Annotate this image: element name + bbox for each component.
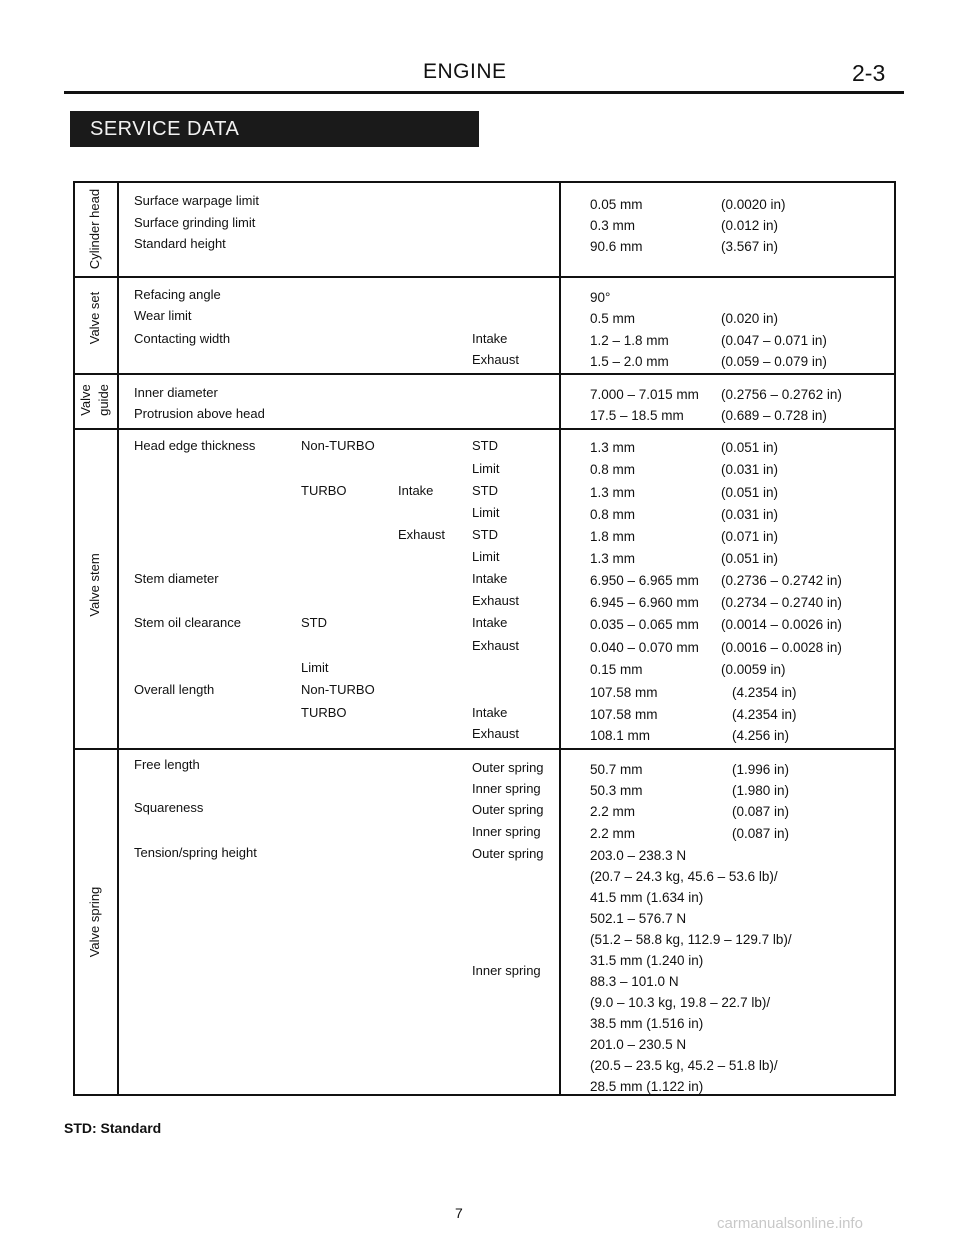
metric-value: 17.5 – 18.5 mm: [590, 408, 684, 423]
metric-value: 0.3 mm: [590, 218, 636, 233]
metric-value: 7.000 – 7.015 mm: [590, 387, 699, 402]
imperial-value: (0.087 in): [732, 826, 790, 841]
metric-value: 0.8 mm: [590, 507, 636, 522]
metric-value: 0.05 mm: [590, 197, 643, 212]
item-label: Head edge thickness: [134, 438, 256, 453]
imperial-value: (0.0020 in): [721, 197, 786, 212]
imperial-value: (0.051 in): [721, 440, 779, 455]
metric-value: 1.3 mm: [590, 440, 636, 455]
imperial-value: (0.020 in): [721, 311, 779, 326]
metric-value: 1.5 – 2.0 mm: [590, 354, 669, 369]
imperial-value: (0.087 in): [732, 804, 790, 819]
item-label: Overall length: [134, 682, 215, 697]
spec-line: 88.3 – 101.0 N: [590, 974, 679, 989]
imperial-value: (4.256 in): [732, 728, 790, 743]
metric-value: 50.7 mm: [590, 762, 643, 777]
condition-label: Intake: [472, 331, 508, 346]
condition-label: Limit: [472, 505, 500, 520]
metric-value: 6.950 – 6.965 mm: [590, 573, 699, 588]
metric-value: 6.945 – 6.960 mm: [590, 595, 699, 610]
condition-label: Intake: [472, 615, 508, 630]
imperial-value: (0.051 in): [721, 485, 779, 500]
condition-label: Limit: [472, 549, 500, 564]
section-page-ref: 2-3: [852, 60, 886, 86]
metric-value: 108.1 mm: [590, 728, 651, 743]
type-label: Limit: [301, 660, 329, 675]
imperial-value: (4.2354 in): [732, 685, 797, 700]
section-label-valve-guide-1: Valve: [78, 384, 93, 416]
item-label: Refacing angle: [134, 287, 221, 302]
item-label: Protrusion above head: [134, 406, 265, 421]
spec-line: 201.0 – 230.5 N: [590, 1037, 687, 1052]
spec-line: 502.1 – 576.7 N: [590, 911, 687, 926]
item-label: Squareness: [134, 800, 204, 815]
imperial-value: (1.996 in): [732, 762, 790, 777]
condition-label: Intake: [472, 571, 508, 586]
item-label: Standard height: [134, 236, 226, 251]
sub-label: Intake: [398, 483, 434, 498]
spec-line: (20.7 – 24.3 kg, 45.6 – 53.6 lb)/: [590, 869, 778, 884]
metric-value: 0.8 mm: [590, 462, 636, 477]
imperial-value: (0.2734 – 0.2740 in): [721, 595, 842, 610]
metric-value: 107.58 mm: [590, 707, 658, 722]
section-divider: [73, 428, 896, 430]
metric-value: 1.3 mm: [590, 485, 636, 500]
imperial-value: (0.2756 – 0.2762 in): [721, 387, 842, 402]
spec-line: 203.0 – 238.3 N: [590, 848, 687, 863]
condition-label: Exhaust: [472, 352, 519, 367]
item-label: Tension/spring height: [134, 845, 257, 860]
item-label: Wear limit: [134, 308, 192, 323]
header-rule: [64, 91, 904, 94]
imperial-value: (3.567 in): [721, 239, 779, 254]
metric-value: 90°: [590, 290, 611, 305]
spec-line: 41.5 mm (1.634 in): [590, 890, 704, 905]
metric-value: 0.040 – 0.070 mm: [590, 640, 699, 655]
item-label: Free length: [134, 757, 200, 772]
item-label: Contacting width: [134, 331, 231, 346]
imperial-value: (0.047 – 0.071 in): [721, 333, 827, 348]
category-column-divider: [117, 181, 119, 1096]
section-label-valve-spring: Valve spring: [87, 886, 102, 958]
imperial-value: (0.031 in): [721, 507, 779, 522]
section-label-valve-guide-2: guide: [96, 384, 111, 416]
metric-value: 1.8 mm: [590, 529, 636, 544]
condition-label: Limit: [472, 461, 500, 476]
item-label: Inner diameter: [134, 385, 218, 400]
spec-line: 38.5 mm (1.516 in): [590, 1016, 704, 1031]
section-label-cylinder-head: Cylinder head: [87, 188, 102, 270]
spec-line: 31.5 mm (1.240 in): [590, 953, 704, 968]
metric-value: 1.3 mm: [590, 551, 636, 566]
condition-label: STD: [472, 527, 498, 542]
spec-line: (20.5 – 23.5 kg, 45.2 – 51.8 lb)/: [590, 1058, 778, 1073]
metric-value: 0.15 mm: [590, 662, 643, 677]
condition-label: Exhaust: [472, 638, 519, 653]
imperial-value: (0.0059 in): [721, 662, 786, 677]
condition-label: Outer spring: [472, 760, 544, 775]
item-label: Surface grinding limit: [134, 215, 256, 230]
imperial-value: (0.071 in): [721, 529, 779, 544]
watermark: carmanualsonline.info: [717, 1215, 863, 1232]
metric-value: 0.5 mm: [590, 311, 636, 326]
section-divider: [73, 373, 896, 375]
condition-label: Exhaust: [472, 726, 519, 741]
item-label: Surface warpage limit: [134, 193, 259, 208]
imperial-value: (0.2736 – 0.2742 in): [721, 573, 842, 588]
metric-value: 0.035 – 0.065 mm: [590, 617, 699, 632]
imperial-value: (0.031 in): [721, 462, 779, 477]
spec-line: (9.0 – 10.3 kg, 19.8 – 22.7 lb)/: [590, 995, 771, 1010]
type-label: TURBO: [301, 483, 347, 498]
metric-value: 107.58 mm: [590, 685, 658, 700]
type-label: STD: [301, 615, 327, 630]
condition-label: Outer spring: [472, 802, 544, 817]
metric-value: 2.2 mm: [590, 826, 636, 841]
condition-label: Inner spring: [472, 963, 541, 978]
condition-label: Exhaust: [472, 593, 519, 608]
spec-line: (51.2 – 58.8 kg, 112.9 – 129.7 lb)/: [590, 932, 792, 947]
condition-label: Intake: [472, 705, 508, 720]
metric-value: 50.3 mm: [590, 783, 643, 798]
type-label: TURBO: [301, 705, 347, 720]
imperial-value: (0.0016 – 0.0028 in): [721, 640, 842, 655]
section-label-valve-set: Valve set: [87, 291, 102, 345]
imperial-value: (0.059 – 0.079 in): [721, 354, 827, 369]
condition-label: Outer spring: [472, 846, 544, 861]
metric-value: 90.6 mm: [590, 239, 643, 254]
metric-value: 2.2 mm: [590, 804, 636, 819]
spec-line: 28.5 mm (1.122 in): [590, 1079, 704, 1094]
imperial-value: (0.012 in): [721, 218, 779, 233]
page-title: ENGINE: [423, 60, 507, 83]
imperial-value: (1.980 in): [732, 783, 790, 798]
type-label: Non-TURBO: [301, 438, 375, 453]
item-label: Stem diameter: [134, 571, 219, 586]
imperial-value: (0.051 in): [721, 551, 779, 566]
condition-label: STD: [472, 438, 498, 453]
condition-label: Inner spring: [472, 781, 541, 796]
metric-value: 1.2 – 1.8 mm: [590, 333, 669, 348]
page-number: 7: [455, 1205, 463, 1221]
value-column-divider: [559, 181, 561, 1096]
imperial-value: (0.689 – 0.728 in): [721, 408, 827, 423]
section-divider: [73, 748, 896, 750]
item-label: Stem oil clearance: [134, 615, 241, 630]
section-divider: [73, 276, 896, 278]
sub-label: Exhaust: [398, 527, 445, 542]
imperial-value: (4.2354 in): [732, 707, 797, 722]
footnote: STD: Standard: [64, 1120, 162, 1136]
section-label-valve-stem: Valve stem: [87, 553, 102, 617]
type-label: Non-TURBO: [301, 682, 375, 697]
section-banner: SERVICE DATA: [70, 111, 479, 147]
imperial-value: (0.0014 – 0.0026 in): [721, 617, 842, 632]
condition-label: Inner spring: [472, 824, 541, 839]
condition-label: STD: [472, 483, 498, 498]
